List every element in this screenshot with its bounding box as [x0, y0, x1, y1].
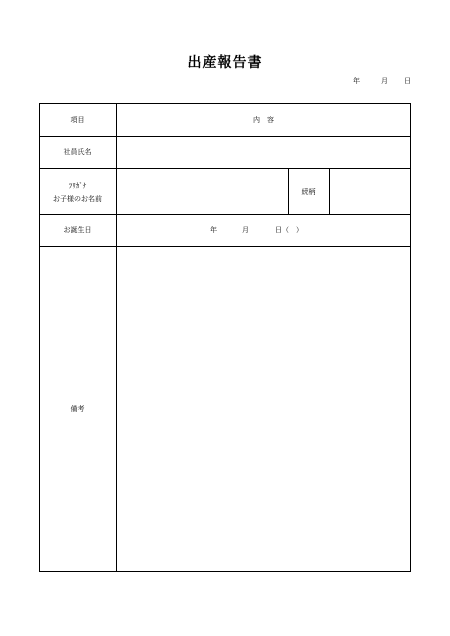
- date-day-label: 日: [404, 77, 411, 85]
- date-year-label: 年: [353, 77, 360, 85]
- remarks-field[interactable]: [117, 247, 410, 571]
- child-name-label: お子様のお名前: [53, 195, 102, 203]
- birth-date-label: お誕生日: [63, 226, 92, 234]
- relation-field[interactable]: [330, 169, 410, 213]
- date-month-label: 月: [381, 77, 388, 85]
- birth-date-day-label: 日（ ）: [275, 226, 303, 234]
- header-item-label: 項目: [70, 116, 85, 124]
- row-divider: [39, 214, 411, 215]
- birth-date-year-label: 年: [210, 226, 217, 234]
- child-name-furigana-label: ﾌﾘｶﾞﾅ: [68, 182, 87, 190]
- employee-name-label: 社員氏名: [63, 148, 92, 156]
- header-content-label: 内 容: [253, 116, 274, 124]
- remarks-label: 備考: [70, 405, 85, 413]
- employee-name-field[interactable]: [117, 137, 410, 167]
- relation-label: 続柄: [301, 188, 316, 196]
- document-title: 出産報告書: [187, 55, 263, 71]
- birth-date-month-label: 月: [242, 226, 249, 234]
- child-name-field[interactable]: [117, 169, 287, 213]
